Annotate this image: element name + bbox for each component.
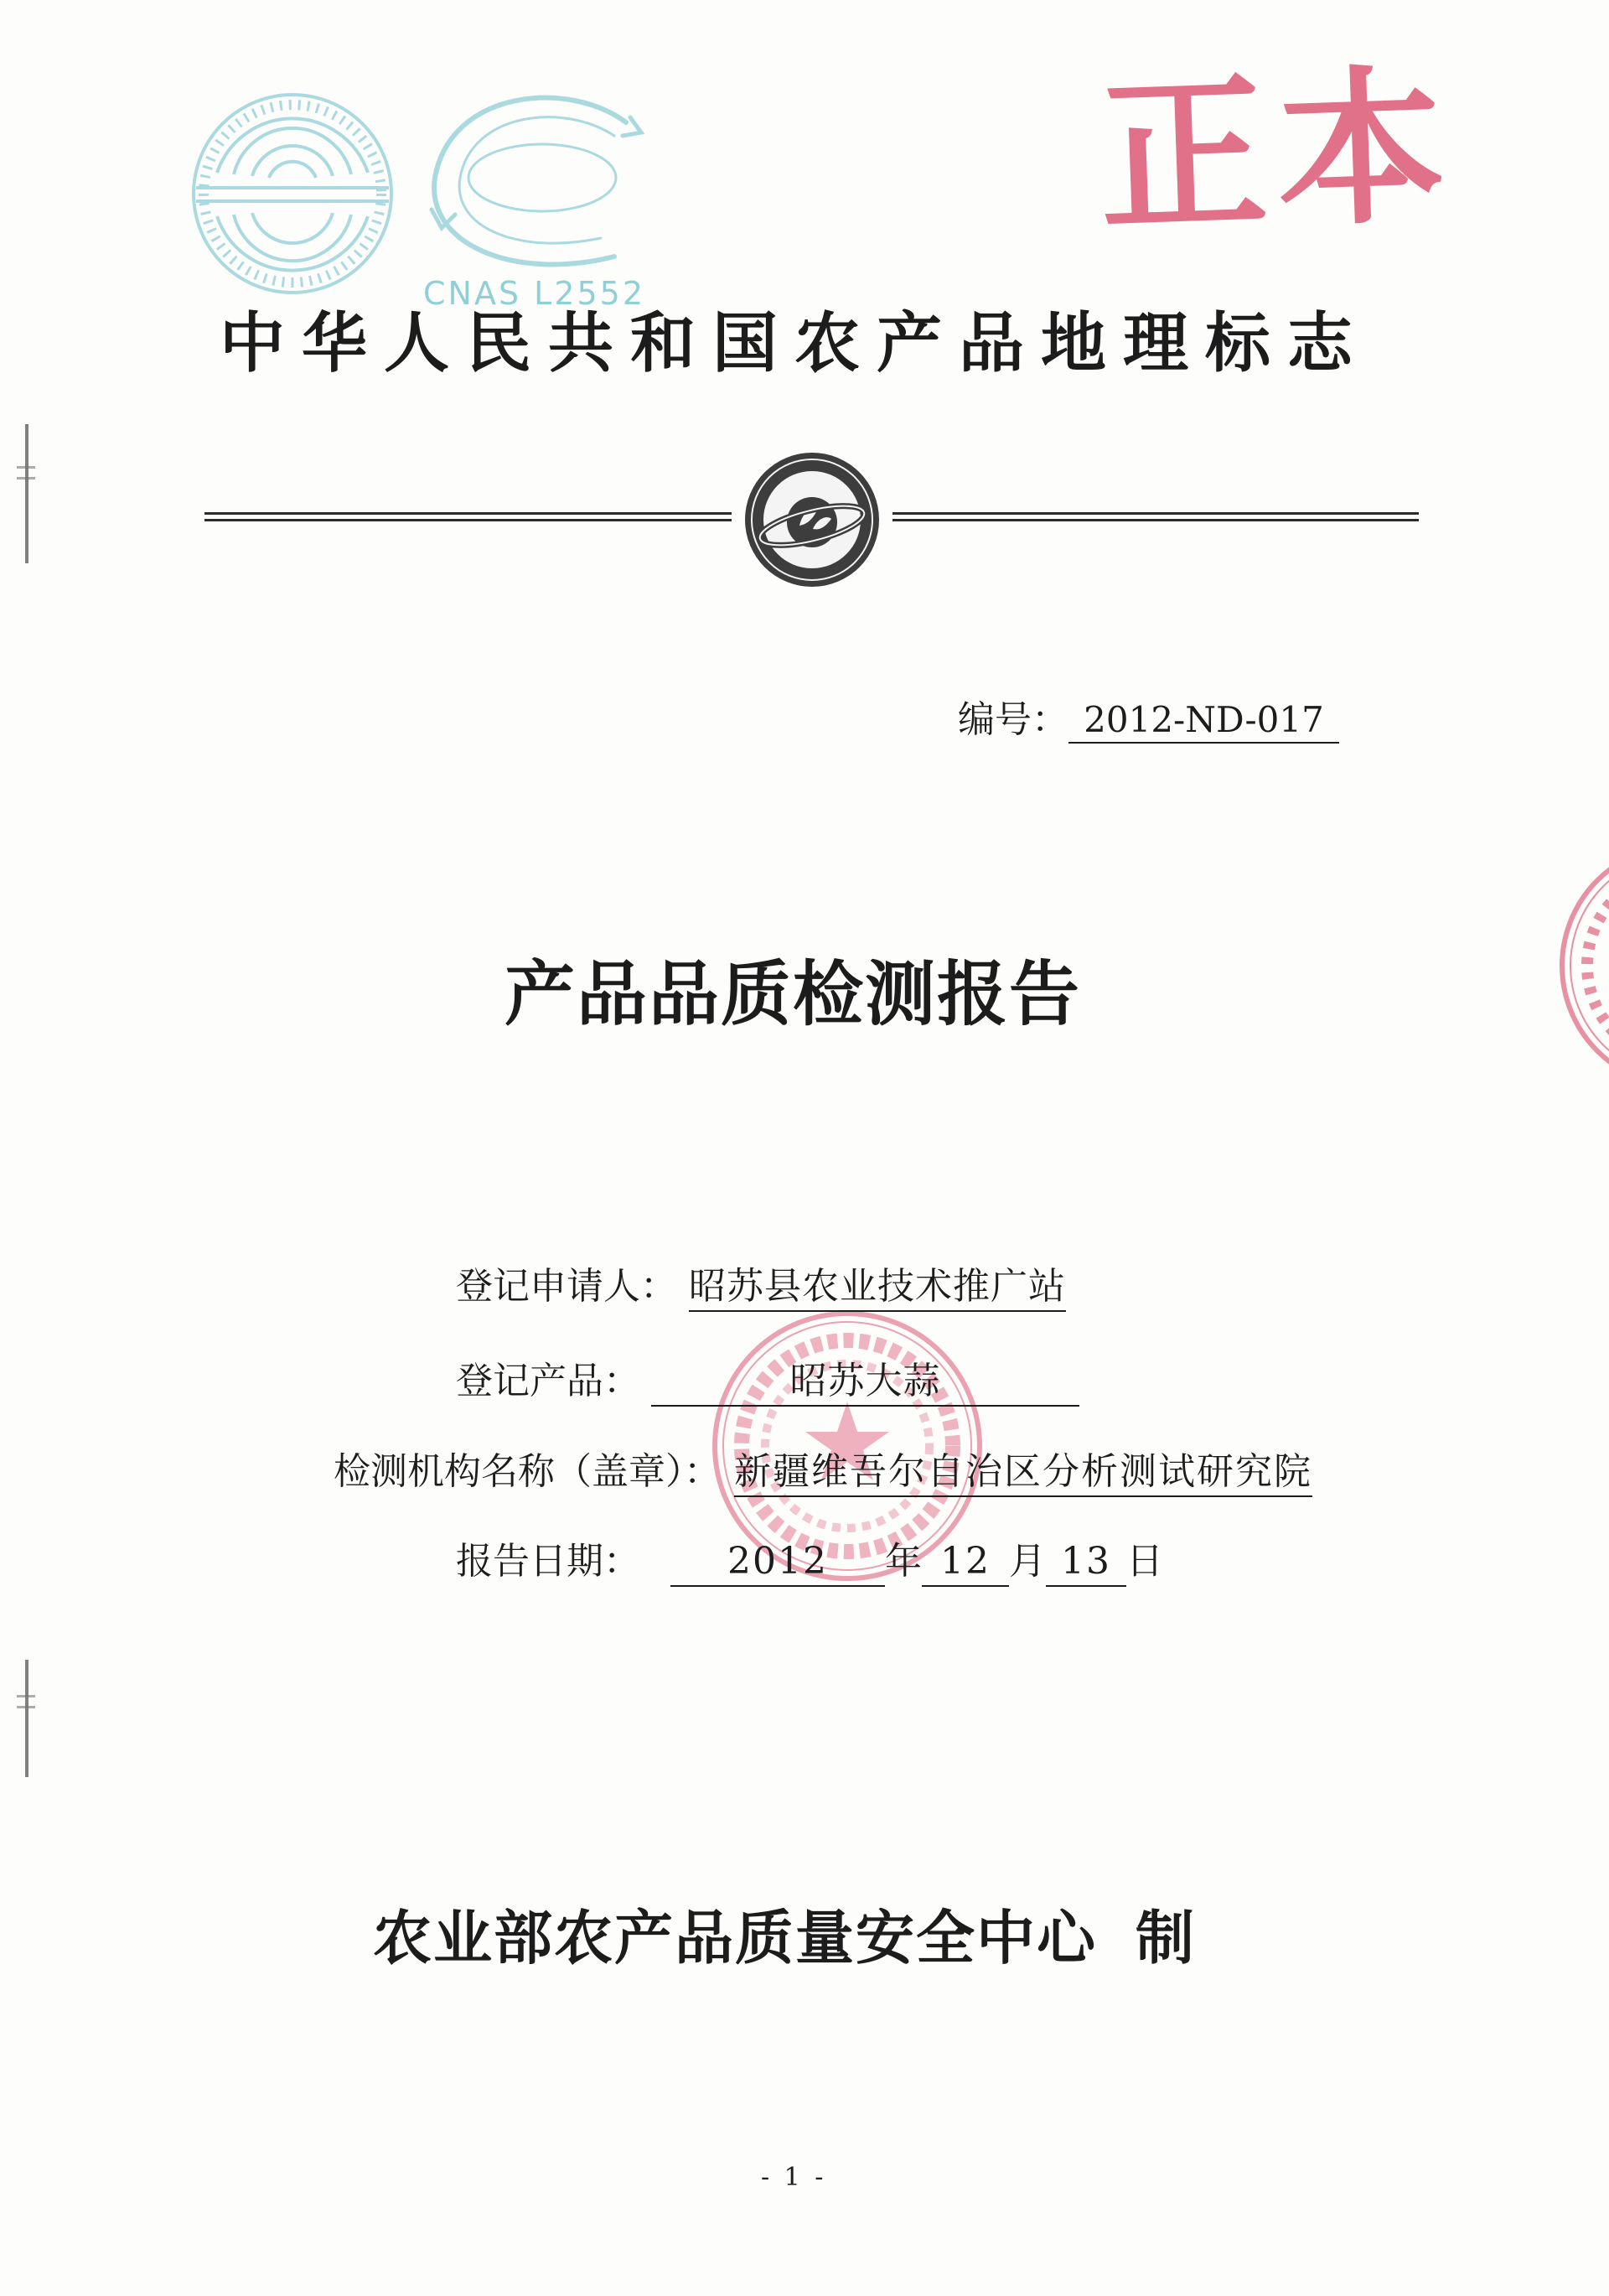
binding-mark — [15, 1660, 39, 1777]
product-row — [456, 1359, 1079, 1407]
product-value: 昭苏大蒜 — [651, 1359, 1079, 1407]
serial-number-label: 编号： — [958, 698, 1068, 741]
cma-logo-icon — [183, 80, 402, 307]
issuer-row — [373, 1903, 1194, 1973]
institution-value: 新疆维吾尔自治区分析测试研究院 — [734, 1449, 1312, 1497]
report-date-month: 12 — [922, 1539, 1009, 1587]
issuer-suffix: 制 — [1136, 1904, 1194, 1972]
report-date-day-unit: 日 — [1126, 1540, 1163, 1583]
page-number: - 1 - — [761, 2163, 827, 2192]
report-date-month-unit: 月 — [1009, 1540, 1046, 1583]
report-date-year-unit: 年 — [885, 1540, 922, 1583]
serial-number-value: 2012-ND-017 — [1068, 699, 1339, 744]
applicant-value: 昭苏县农业技术推广站 — [689, 1264, 1066, 1312]
divider-left — [204, 512, 732, 521]
report-date-year: 2012 — [670, 1539, 885, 1587]
issuer-name: 农业部农产品质量安全中心 — [373, 1904, 1097, 1972]
serial-number-row — [958, 689, 1339, 744]
divider-right — [892, 512, 1419, 521]
page-title: 中华人民共和国农产品地理标志 — [220, 306, 1370, 381]
report-title: 产品品质检测报告 — [504, 953, 1082, 1035]
report-date-label: 报告日期： — [456, 1540, 640, 1583]
cnas-logo-icon — [416, 84, 651, 285]
original-copy-stamp: 正本 — [1096, 47, 1458, 257]
partial-seal-icon — [1557, 838, 1609, 1093]
institution-label: 检测机构名称（盖章）： — [334, 1450, 721, 1493]
cnas-accreditation-code: CNAS L2552 — [423, 275, 646, 312]
binding-mark — [15, 424, 39, 563]
report-date-row — [456, 1539, 1163, 1587]
applicant-row — [456, 1264, 1066, 1312]
geographical-indication-emblem-icon — [741, 448, 883, 591]
institution-row — [334, 1449, 1312, 1497]
product-label: 登记产品： — [456, 1360, 640, 1402]
report-date-day: 13 — [1046, 1539, 1126, 1587]
applicant-label: 登记申请人： — [456, 1265, 677, 1308]
